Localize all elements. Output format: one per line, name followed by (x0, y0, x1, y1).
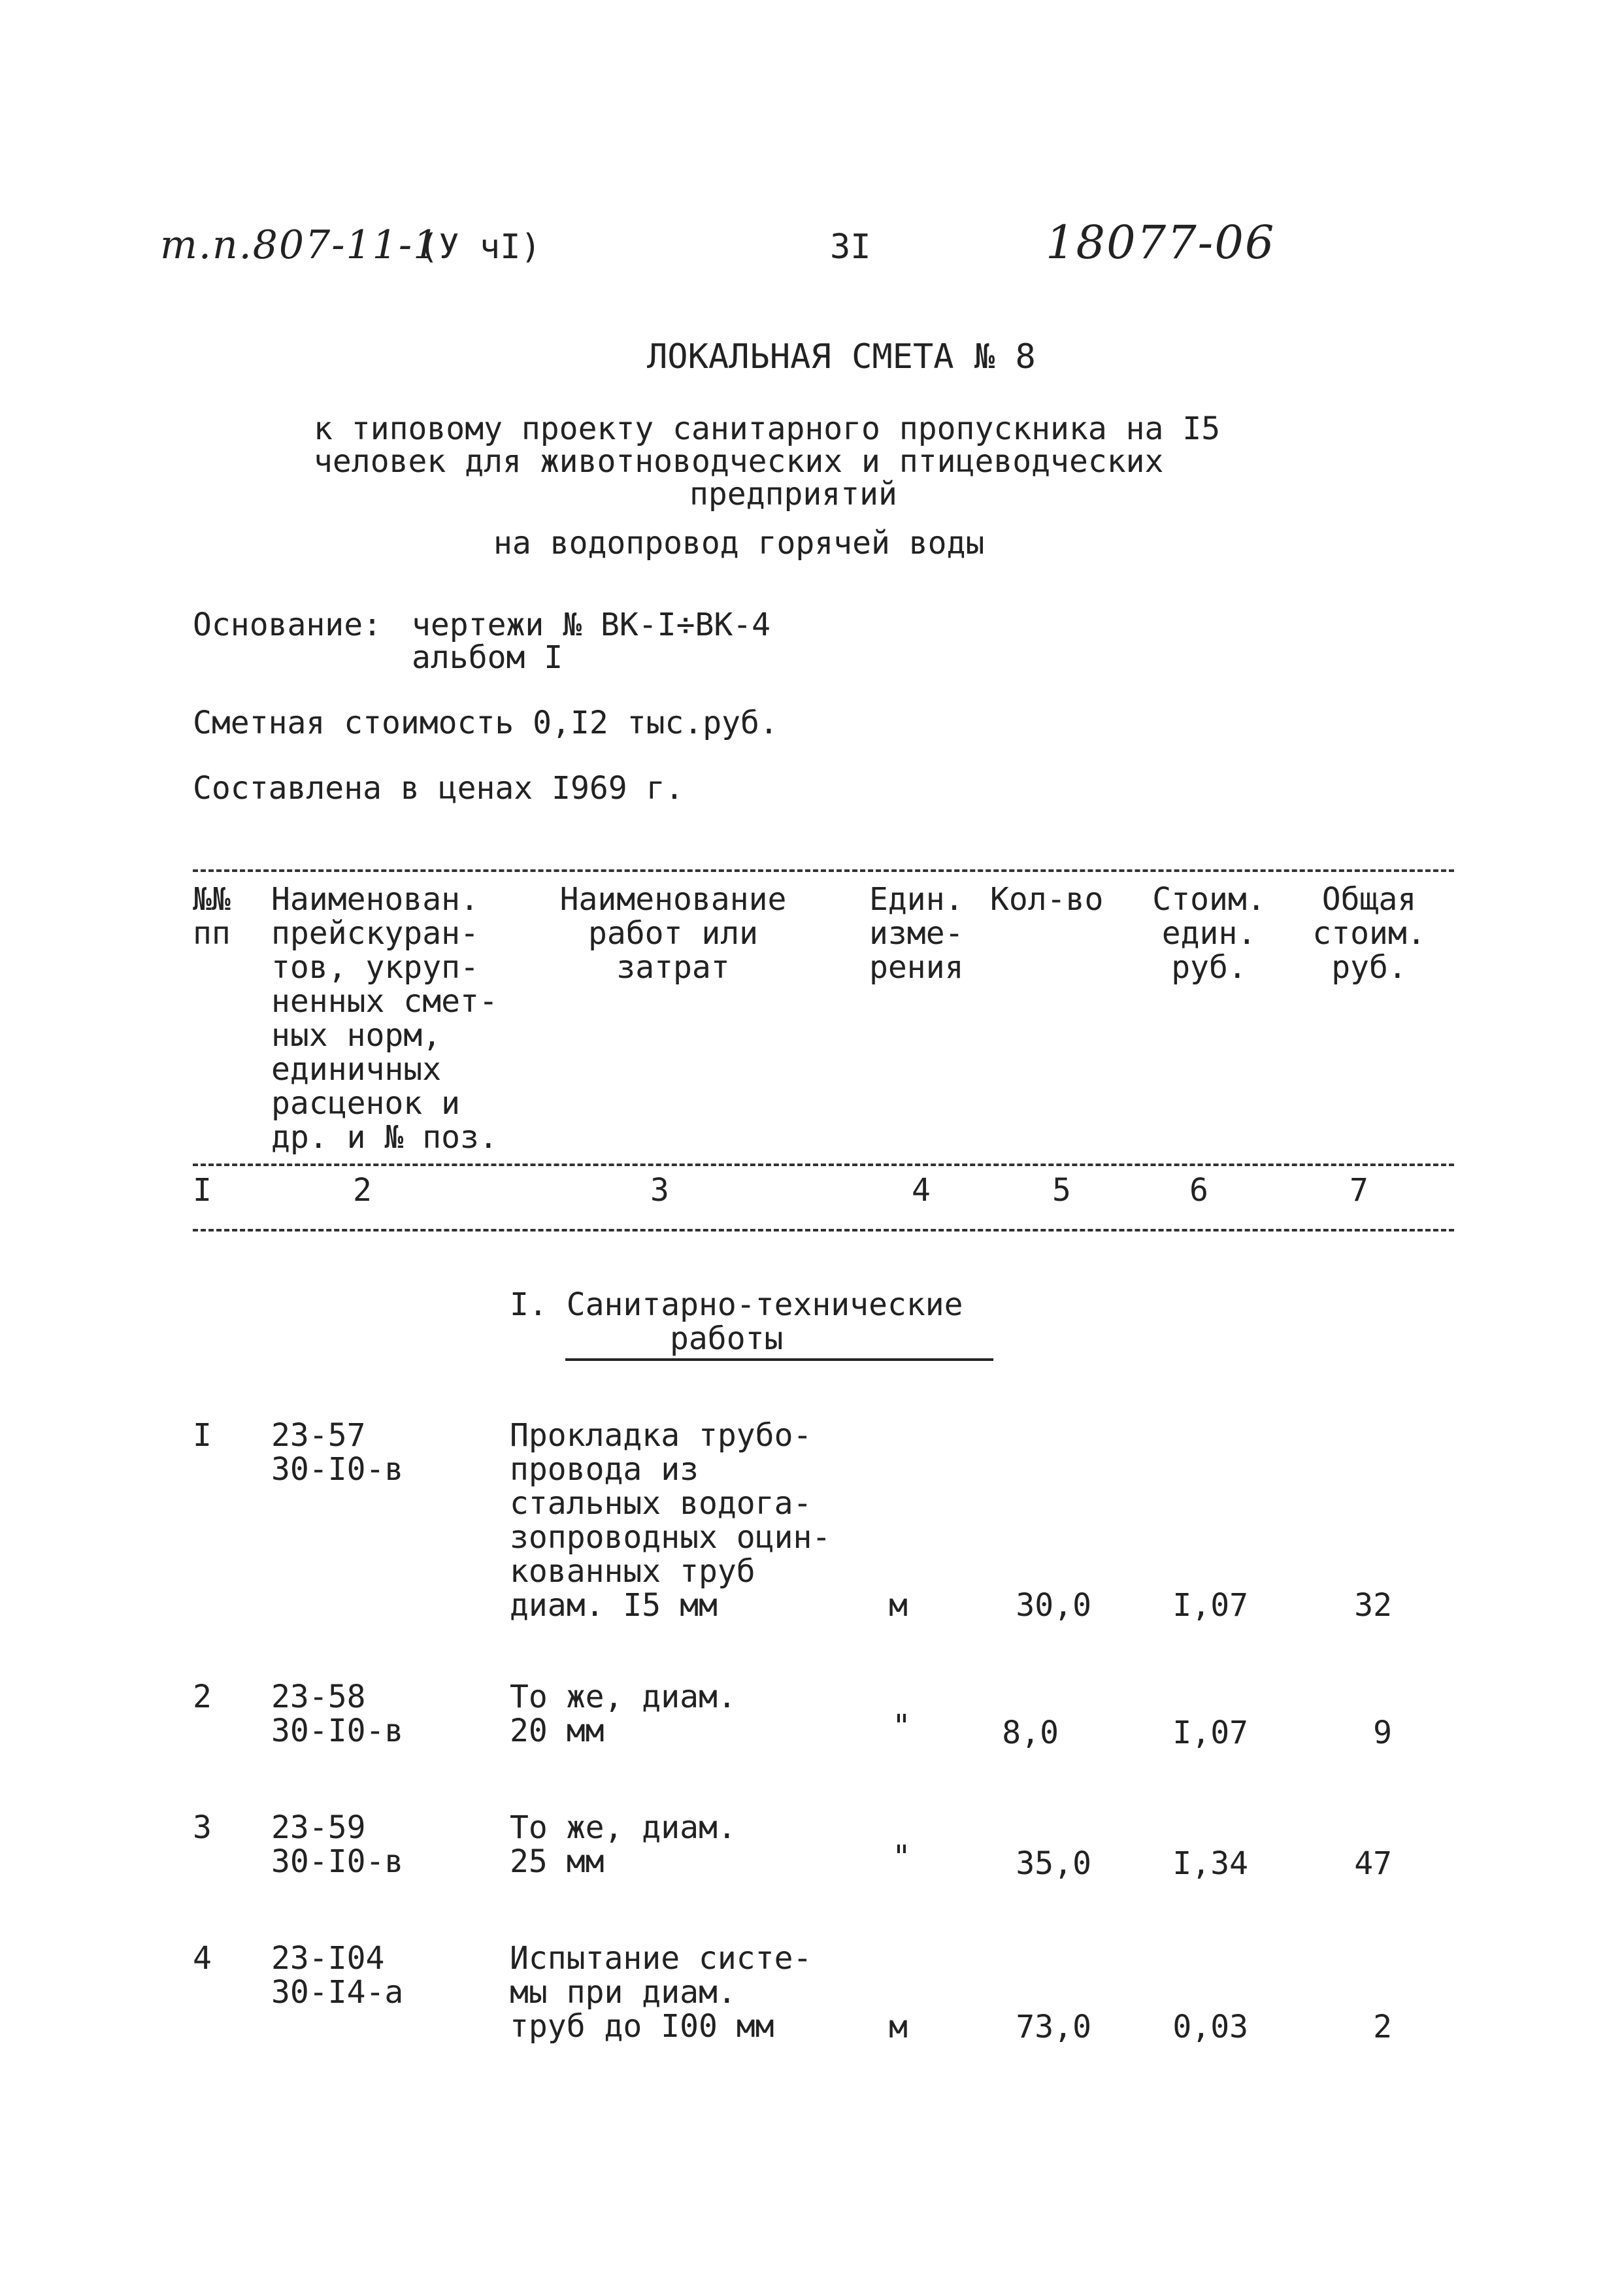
section-underline (565, 1358, 993, 1361)
row-3-number: 3 (193, 1809, 212, 1846)
col-number-5: 5 (1052, 1172, 1071, 1209)
header-col-unit-cost: Стоим. един. руб. (1152, 881, 1266, 986)
header-col-unit: Един. изме- рения (869, 881, 964, 986)
estimate-title: ЛОКАЛЬНАЯ СМЕТА № 8 (647, 337, 1036, 377)
row-3-code: 23-59 30-I0-в (271, 1809, 404, 1880)
row-1-code: 23-57 30-I0-в (271, 1417, 404, 1488)
doc-number: 18077-06 (1046, 216, 1276, 269)
section-title-2: работы (670, 1320, 784, 1357)
row-2-total: 9 (1373, 1715, 1392, 1751)
row-3-total: 47 (1354, 1845, 1392, 1882)
row-1-total: 32 (1354, 1587, 1392, 1624)
row-1-qty: 30,0 (1016, 1587, 1091, 1624)
table-top-rule (193, 869, 1454, 872)
basis-drawings: чертежи № ВК-I÷ВК-4 (412, 607, 771, 643)
header-col-qty: Кол-во (990, 881, 1104, 918)
table-numbers-rule (193, 1229, 1454, 1231)
basis-label: Основание: (193, 607, 382, 643)
header-col-works: Наименование работ или затрат (559, 881, 787, 986)
title-line-3: предприятий (689, 476, 897, 512)
row-4-price: 0,03 (1172, 2009, 1248, 2045)
col-number-2: 2 (353, 1172, 372, 1209)
table-header-rule (193, 1164, 1454, 1166)
row-4-unit: м (889, 2009, 908, 2045)
price-base-year: Составлена в ценах I969 г. (193, 770, 684, 807)
row-4-work: Испытание систе- мы при диам. труб до I00 мм (510, 1940, 812, 2045)
basis-album: альбом I (412, 639, 563, 676)
row-1-price: I,07 (1172, 1587, 1248, 1624)
row-2-number: 2 (193, 1679, 212, 1715)
col-number-3: 3 (650, 1172, 669, 1209)
title-line-2: человек для животноводческих и птицеводческих (314, 443, 1164, 480)
estimated-cost: Сметная стоимость 0,I2 тыс.руб. (193, 705, 778, 741)
col-number-4: 4 (912, 1172, 931, 1209)
row-4-qty: 73,0 (1016, 2009, 1091, 2045)
row-3-work: То же, диам. 25 мм (510, 1809, 737, 1880)
title-line-1: к типовому проекту санитарного пропускника на I5 (314, 410, 1221, 447)
col-number-7: 7 (1350, 1172, 1368, 1209)
album-label: (У чI) (418, 227, 541, 267)
row-1-work: Прокладка трубо- провода из стальных водога- зопроводных оцин- кованных труб диам. I5 мм (510, 1417, 831, 1624)
row-1-number: I (193, 1417, 212, 1454)
row-3-unit: " (892, 1839, 911, 1875)
page-number: 3I (830, 227, 871, 267)
header-col-num: №№ пп (193, 881, 231, 952)
row-2-price: I,07 (1172, 1715, 1248, 1751)
header-col-total-cost: Общая стоим. руб. (1312, 881, 1426, 986)
row-4-code: 23-I04 30-I4-а (271, 1940, 404, 2011)
project-code: т.п.807-11-1 (160, 222, 440, 268)
row-4-total: 2 (1373, 2009, 1392, 2045)
col-number-1: I (193, 1172, 212, 1209)
row-2-code: 23-58 30-I0-в (271, 1679, 404, 1749)
row-3-price: I,34 (1172, 1845, 1248, 1882)
col-number-6: 6 (1189, 1172, 1208, 1209)
section-title: I. Санитарно-технические (510, 1286, 963, 1323)
row-2-unit: " (892, 1708, 911, 1745)
row-2-qty: 8,0 (1002, 1715, 1059, 1751)
header-col-pricelist: Наименован. прейскуран- тов, укруп- ненных смет- ных норм, единичных расценок и др. и № поз. (271, 881, 498, 1156)
row-3-qty: 35,0 (1016, 1845, 1091, 1882)
row-1-unit: м (889, 1587, 908, 1624)
title-line-4: на водопровод горячей воды (493, 525, 985, 561)
row-4-number: 4 (193, 1940, 212, 1977)
row-2-work: То же, диам. 20 мм (510, 1679, 737, 1749)
